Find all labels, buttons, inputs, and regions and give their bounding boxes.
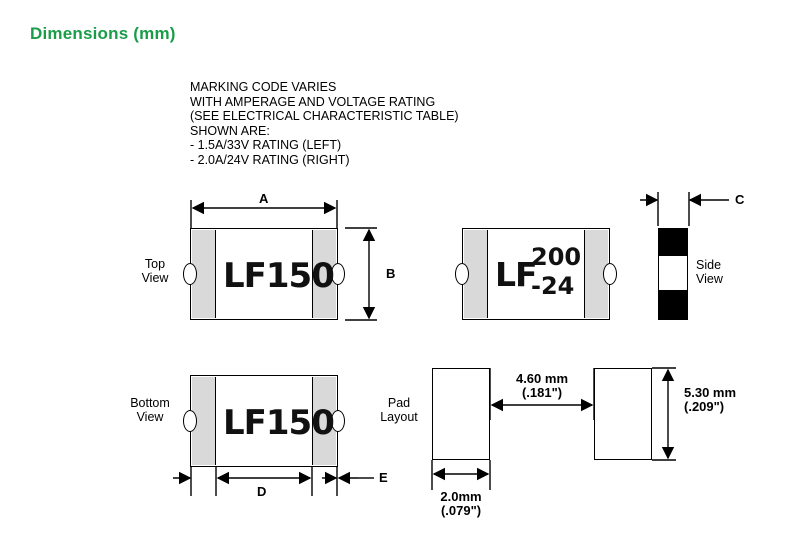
dimension-letter-a: A — [259, 191, 269, 206]
dimension-letter-e: E — [379, 470, 388, 485]
bottom-view-endcap-line-left — [215, 377, 216, 466]
pad-length-mm: 4.60 mm — [515, 371, 569, 386]
front-view-endcap-line-left — [487, 230, 488, 319]
bottom-view-label-line1: Bottom — [130, 396, 170, 410]
note-line-2: WITH AMPERAGE AND VOLTAGE RATING — [190, 94, 436, 109]
dimension-letter-d: D — [257, 484, 267, 499]
pad-left — [432, 368, 490, 460]
side-view-label-line1: Side — [696, 258, 722, 272]
pad-layout-label — [368, 396, 430, 424]
side-view-top-band — [658, 228, 688, 256]
front-view-endcap-line-right — [584, 230, 585, 319]
note-line-3: (SEE ELECTRICAL CHARACTERISTIC TABLE) — [190, 109, 459, 123]
side-view-middle-band — [658, 256, 688, 290]
front-view-marking-prefix: LF — [495, 255, 537, 294]
pad-length-in: (.181") — [521, 385, 563, 400]
top-view-label-line1: Top — [144, 257, 166, 271]
note-line-6: - 2.0A/24V RATING (RIGHT) — [190, 152, 350, 167]
front-view-marking-bottom: -24 — [531, 272, 575, 300]
pad-right — [594, 368, 652, 460]
top-view-label-line2: View — [141, 271, 169, 285]
pad-width-mm: 2.0mm — [440, 489, 482, 504]
side-view-label — [696, 258, 756, 286]
bottom-view-label-line2: View — [136, 410, 164, 424]
note-line-1: MARKING CODE VARIES — [190, 80, 337, 94]
top-view-marking: LF150 — [223, 256, 334, 296]
pad-width-in: (.079") — [440, 503, 482, 518]
dimension-letter-c: C — [735, 192, 745, 207]
top-view-label — [124, 257, 186, 285]
pad-height-dimension — [684, 386, 780, 414]
bottom-view-label — [114, 396, 186, 424]
note-line-4: SHOWN ARE: — [190, 123, 270, 138]
bottom-view-marking: LF150 — [223, 403, 334, 443]
side-view-bottom-band — [658, 290, 688, 320]
pad-width-dimension — [408, 490, 514, 518]
pad-length-dimension — [484, 372, 600, 400]
pad-height-mm: 5.30 mm — [684, 385, 737, 400]
note-line-5: - 1.5A/33V RATING (LEFT) — [190, 138, 342, 152]
top-view-endcap-line-left — [215, 230, 216, 319]
front-view-notch-left — [455, 263, 469, 285]
pad-layout-label-line2: Layout — [380, 410, 418, 424]
pad-layout-label-line1: Pad — [387, 396, 411, 410]
dimension-letter-b: B — [386, 266, 396, 281]
front-view-marking-top: 200 — [531, 243, 582, 271]
page-title: Dimensions (mm) — [30, 24, 176, 43]
marking-note — [190, 80, 459, 167]
pad-height-in: (.209") — [684, 399, 725, 414]
side-view-label-line2: View — [696, 272, 723, 286]
front-view-notch-right — [603, 263, 617, 285]
